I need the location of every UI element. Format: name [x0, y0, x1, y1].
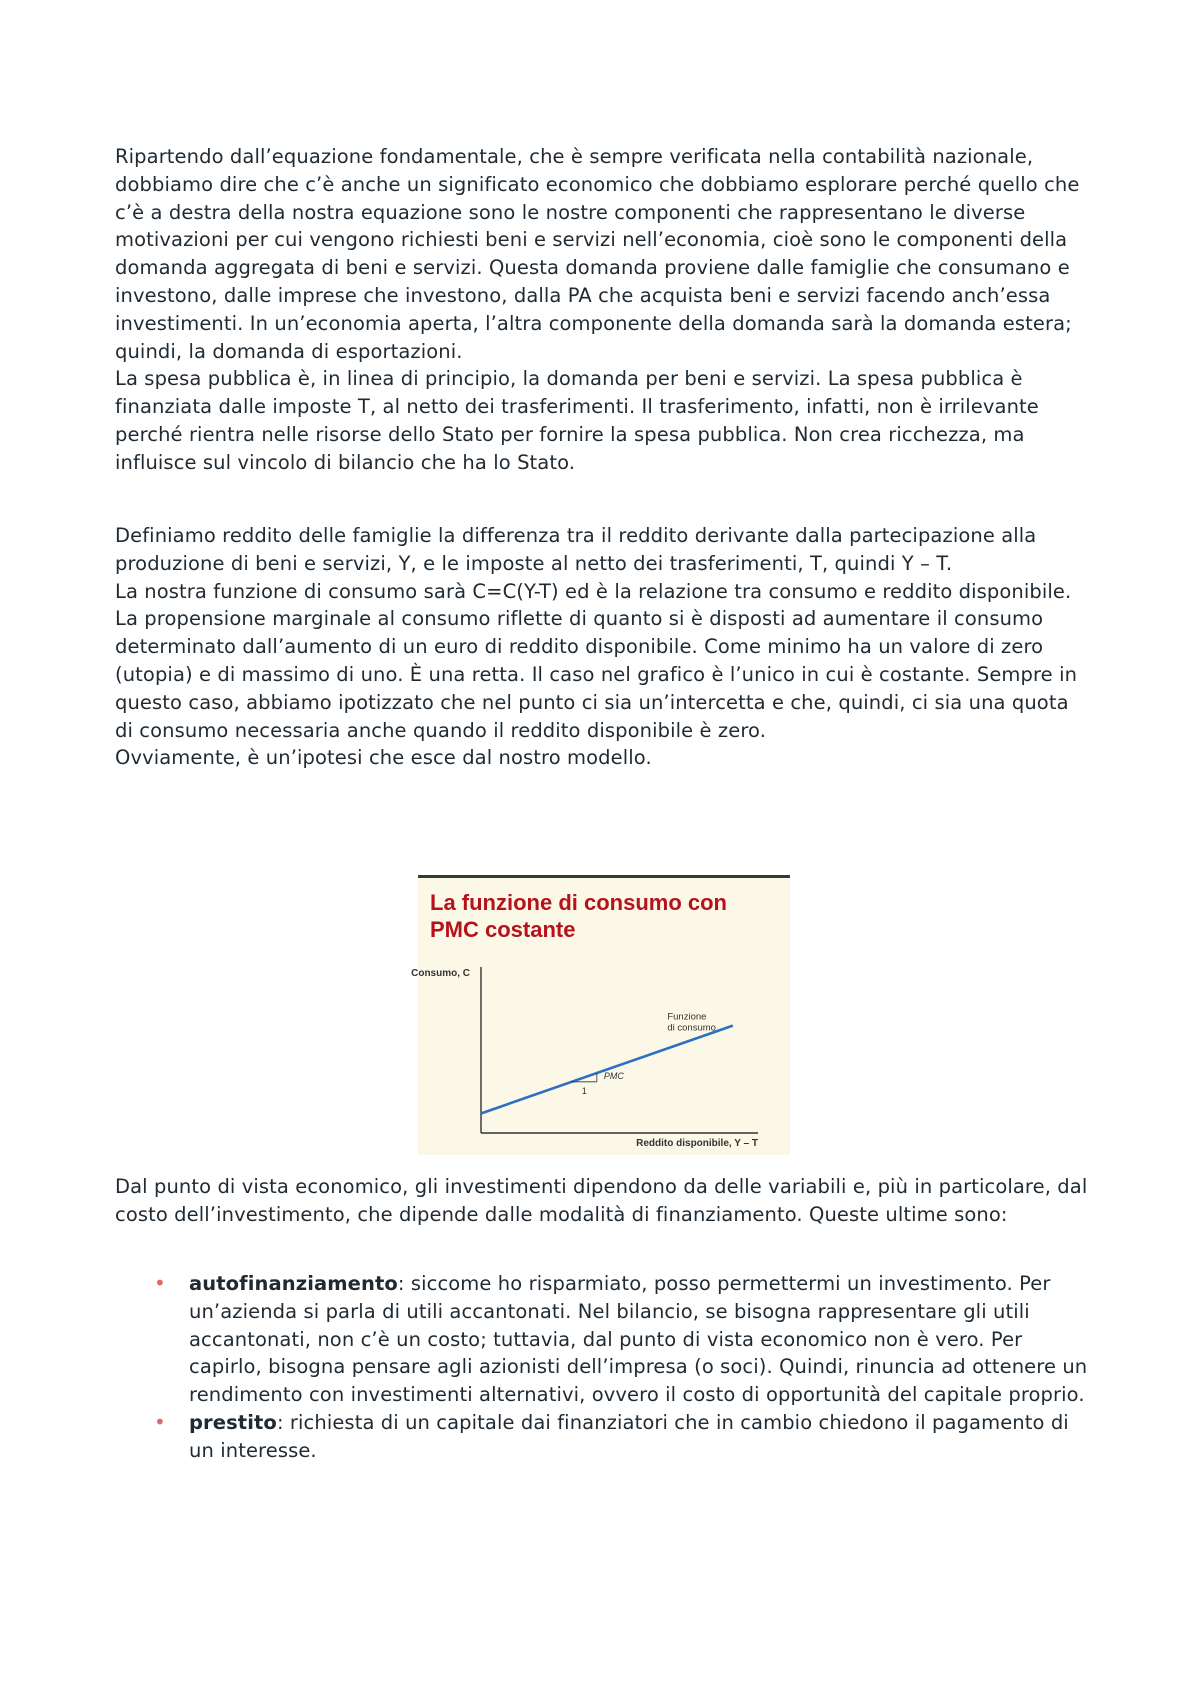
run-label: 1 — [581, 1085, 587, 1096]
paragraph: Dal punto di vista economico, gli investimenti dipendono da delle variabili e, più in particolare, dal costo dell’investimento, che dipende dalle modalità di finanziamento. Queste ultime sono: — [115, 1175, 1088, 1226]
text-block-1 — [115, 143, 1090, 477]
consumption-chart — [411, 875, 790, 1155]
paragraph: La propensione marginale al consumo riflette di quanto si è disposti ad aumentare il consumo determinato dall’aumento di un euro di reddito disponibile. Come minimo ha un valore di zero (utopia) e di massimo di uno. È una retta. Il caso nel grafico è l’unico in cui è costante. Sempre in questo caso, abbiamo ipotizzato che nel punto ci sia un’intercetta e che, quindi, ci sia una quota di consumo necessaria anche quando il reddito disponibile è zero. — [115, 607, 1078, 742]
list-item — [115, 1409, 1095, 1465]
x-axis-label: Reddito disponibile, Y – T — [636, 1138, 758, 1149]
series-label-line-2: di consumo — [667, 1022, 716, 1034]
list-item — [115, 1270, 1095, 1409]
series-label-line-1: Funzione — [667, 1011, 707, 1023]
chart-title: La funzione di consumo con PMC costante — [430, 890, 727, 942]
pmc-label: PMC — [603, 1070, 624, 1081]
list-term: autofinanziamento — [189, 1272, 398, 1295]
financing-list — [115, 1270, 1095, 1465]
paragraph: La spesa pubblica è, in linea di principio, la domanda per beni e servizi. La spesa pubblica è finanziata dalle imposte T, al netto dei trasferimenti. Il trasferimento, infatti, non è irrilevante perché rientra nelle risorse dello Stato per fornire la spesa pubblica. Non crea ricchezza, ma influisce sul vincolo di bilancio che ha lo Stato. — [115, 367, 1039, 474]
list-term: prestito — [189, 1410, 277, 1434]
paragraph: Ripartendo dall’equazione fondamentale, che è sempre verificata nella contabilità nazionale, dobbiamo dire che c’è anche un significato economico che dobbiamo esplorare perché quello che c’è a destra della nostra equazione sono le nostre componenti che rappresentano le diverse motivazioni per cui vengono richiesti beni e servizi nell’economia, cioè sono le componenti della domanda aggregata di beni e servizi. Questa domanda proviene dalle famiglie che consumano e investono, dalle imprese che investono, dalla PA che acquista beni e servizi facendo anch’essa investimenti. In un’economia aperta, l’altra componente della domanda sarà la domanda estera; quindi, la domanda di esportazioni. — [115, 145, 1080, 363]
bullet-icon: • — [154, 1271, 166, 1295]
y-axis-label: Consumo, C — [411, 968, 470, 979]
bullet-icon: • — [154, 1409, 166, 1434]
consumption-function-line — [481, 1026, 733, 1114]
paragraph: Ovviamente, è un’ipotesi che esce dal nostro modello. — [115, 746, 652, 770]
paragraph: Definiamo reddito delle famiglie la differenza tra il reddito derivante dalla partecipazione alla produzione di beni e servizi, Y, e le imposte al netto dei trasferimenti, T, quindi Y – T. — [115, 524, 1037, 575]
text-block-2 — [115, 522, 1090, 772]
paragraph: La nostra funzione di consumo sarà C=C(Y-T) ed è la relazione tra consumo e reddito disponibile. — [115, 579, 1072, 603]
consumption-function-figure — [411, 875, 790, 1155]
list-text: : richiesta di un capitale dai finanziatori che in cambio chiedono il pagamento di un interesse. — [189, 1410, 1069, 1462]
list-text: : siccome ho risparmiato, posso permettermi un investimento. Per un’azienda si parla di utili accantonati. Nel bilancio, se bisogna rappresentare gli utili accantonati, non c’è un costo; tuttavia, dal punto di vista economico non è vero. Per capirlo, bisogna pensare agli azionisti dell’impresa (o soci). Quindi, rinuncia ad ottenere un rendimento con investimenti alternativi, ovvero il costo di opportunità del capitale proprio. — [189, 1272, 1088, 1407]
text-block-3 — [115, 1173, 1090, 1229]
